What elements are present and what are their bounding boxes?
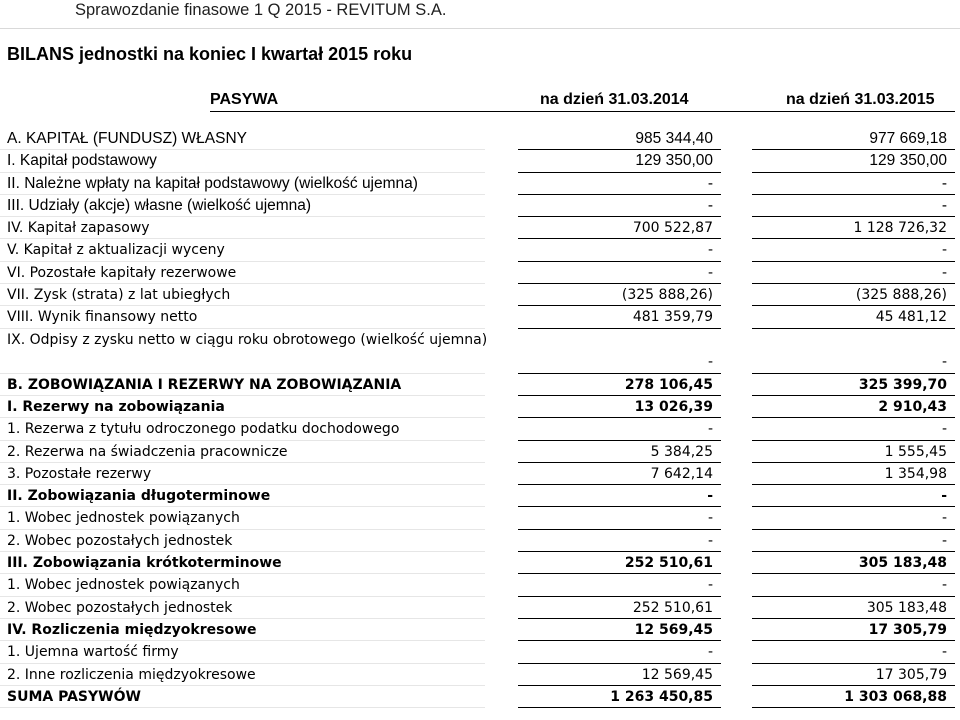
row-label: III. Zobowiązania krótkoterminowe — [7, 555, 282, 572]
row-label: 1. Wobec jednostek powiązanych — [7, 510, 240, 527]
row-value-2015: - — [941, 577, 947, 594]
row-value-2014: 700 522,87 — [632, 220, 713, 237]
table-row — [0, 686, 960, 708]
row-value-2015: (325 888,26) — [855, 287, 947, 304]
row-value-2014: 985 344,40 — [635, 130, 713, 147]
row-value-2015: 17 305,79 — [868, 621, 947, 638]
table-row — [0, 418, 960, 440]
row-value-2014: - — [707, 264, 713, 281]
table-row — [0, 217, 960, 239]
row-label: IV. Rozliczenia międzyokresowe — [7, 621, 257, 638]
row-value-2014: - — [707, 488, 713, 505]
row-label: 3. Pozostałe rezerwy — [7, 465, 152, 482]
row-value-2014: - — [707, 532, 713, 549]
row-value-2015: - — [941, 644, 947, 661]
row-label: B. ZOBOWIĄZANIA I REZERWY NA ZOBOWIĄZANIA — [7, 376, 402, 393]
row-value-2014: 252 510,61 — [624, 555, 713, 572]
cell-border — [752, 707, 955, 708]
row-value-2014: 13 026,39 — [634, 398, 713, 415]
table-row — [0, 441, 960, 463]
row-value-2015: - — [941, 264, 947, 281]
row-value-2015: 305 183,48 — [866, 599, 947, 616]
table-row — [0, 239, 960, 261]
row-value-2015: - — [941, 174, 947, 192]
table-row — [0, 284, 960, 306]
table-row — [0, 664, 960, 686]
row-value-2014: 252 510,61 — [632, 599, 713, 616]
row-value-2014: - — [707, 353, 713, 370]
table-row — [0, 463, 960, 485]
row-label: 2. Rezerwa na świadczenia pracownicze — [7, 443, 288, 460]
row-value-2015: 1 128 726,32 — [853, 220, 947, 237]
row-label: 1. Ujemna wartość firmy — [7, 644, 179, 661]
row-value-2014: 481 359,79 — [632, 309, 713, 326]
row-value-2014: 1 263 450,85 — [610, 688, 713, 705]
cell-border — [518, 707, 721, 708]
row-value-2015: 1 303 068,88 — [844, 688, 947, 705]
table-row — [0, 507, 960, 529]
table-row — [0, 173, 960, 195]
row-value-2015: - — [941, 242, 947, 259]
row-value-2014: 12 569,45 — [634, 621, 713, 638]
row-value-2015: 45 481,12 — [875, 309, 947, 326]
table-row — [0, 262, 960, 284]
row-value-2014: - — [707, 510, 713, 527]
row-value-2014: 129 350,00 — [635, 152, 713, 170]
table-row — [0, 150, 960, 172]
document-title: Sprawozdanie finasowe 1 Q 2015 - REVITUM S.A. — [75, 1, 447, 19]
row-value-2015: - — [941, 421, 947, 438]
row-label: SUMA PASYWÓW — [7, 688, 141, 705]
row-label: 1. Rezerwa z tytułu odroczonego podatku dochodowego — [7, 421, 400, 438]
table-row — [0, 552, 960, 574]
table-row — [0, 619, 960, 641]
table-row — [0, 597, 960, 619]
row-value-2014: 5 384,25 — [650, 443, 713, 460]
row-value-2015: 2 910,43 — [878, 398, 947, 415]
table-row — [0, 329, 960, 374]
row-label: III. Udziały (akcje) własne (wielkość ujemna) — [7, 196, 312, 214]
balance-table — [0, 128, 960, 708]
table-row — [0, 306, 960, 328]
row-label: 2. Wobec pozostałych jednostek — [7, 532, 233, 549]
table-row — [0, 195, 960, 217]
row-value-2015: 129 350,00 — [869, 152, 947, 170]
row-label: II. Należne wpłaty na kapitał podstawowy (wielkość ujemna) — [7, 174, 418, 192]
header-divider — [0, 28, 960, 29]
row-label: VI. Pozostałe kapitały rezerwowe — [7, 264, 237, 281]
row-label: IV. Kapitał zapasowy — [7, 220, 150, 237]
row-value-2014: (325 888,26) — [621, 287, 713, 304]
table-row — [0, 641, 960, 663]
row-label: VIII. Wynik finansowy netto — [7, 309, 198, 326]
row-value-2015: - — [941, 353, 947, 370]
table-row — [0, 374, 960, 396]
row-value-2015: - — [941, 196, 947, 214]
cell-border — [0, 707, 485, 708]
table-row — [0, 530, 960, 552]
row-value-2015: - — [941, 488, 947, 505]
row-value-2015: 1 555,45 — [884, 443, 947, 460]
section-title: BILANS jednostki na koniec I kwartał 2015 roku — [7, 44, 413, 64]
column-header-2015: na dzień 31.03.2015 — [786, 91, 935, 108]
row-value-2014: 12 569,45 — [641, 666, 713, 683]
row-value-2014: - — [707, 174, 713, 192]
row-label: 2. Inne rozliczenia międzyokresowe — [7, 666, 256, 683]
row-value-2015: 977 669,18 — [869, 130, 947, 147]
row-label: 1. Wobec jednostek powiązanych — [7, 577, 240, 594]
row-value-2015: - — [941, 532, 947, 549]
row-label: A. KAPITAŁ (FUNDUSZ) WŁASNY — [7, 130, 247, 147]
row-label: I. Kapitał podstawowy — [7, 152, 157, 170]
row-value-2014: 278 106,45 — [624, 376, 713, 393]
table-row — [0, 574, 960, 596]
row-value-2014: - — [707, 577, 713, 594]
row-value-2015: 305 183,48 — [858, 555, 947, 572]
row-value-2014: - — [707, 196, 713, 214]
row-value-2015: 325 399,70 — [858, 376, 947, 393]
row-value-2014: 7 642,14 — [650, 465, 713, 482]
row-label: I. Rezerwy na zobowiązania — [7, 398, 225, 415]
header-underline — [210, 111, 955, 112]
row-value-2014: - — [707, 644, 713, 661]
row-value-2015: - — [941, 510, 947, 527]
row-label: V. Kapitał z aktualizacji wyceny — [7, 242, 225, 259]
document-header — [0, 0, 960, 28]
row-label: IX. Odpisy z zysku netto w ciągu roku obrotowego (wielkość ujemna) — [7, 331, 488, 348]
row-value-2014: - — [707, 242, 713, 259]
row-label: VII. Zysk (strata) z lat ubiegłych — [7, 287, 231, 304]
row-value-2015: 1 354,98 — [884, 465, 947, 482]
row-value-2014: - — [707, 421, 713, 438]
row-divider — [0, 707, 960, 708]
row-value-2015: 17 305,79 — [875, 666, 947, 683]
table-row — [0, 485, 960, 507]
column-header-label: PASYWA — [210, 91, 279, 108]
table-row — [0, 128, 960, 150]
row-label: 2. Wobec pozostałych jednostek — [7, 599, 233, 616]
row-label: II. Zobowiązania długoterminowe — [7, 488, 271, 505]
column-header-2014: na dzień 31.03.2014 — [540, 91, 689, 108]
table-row — [0, 396, 960, 418]
